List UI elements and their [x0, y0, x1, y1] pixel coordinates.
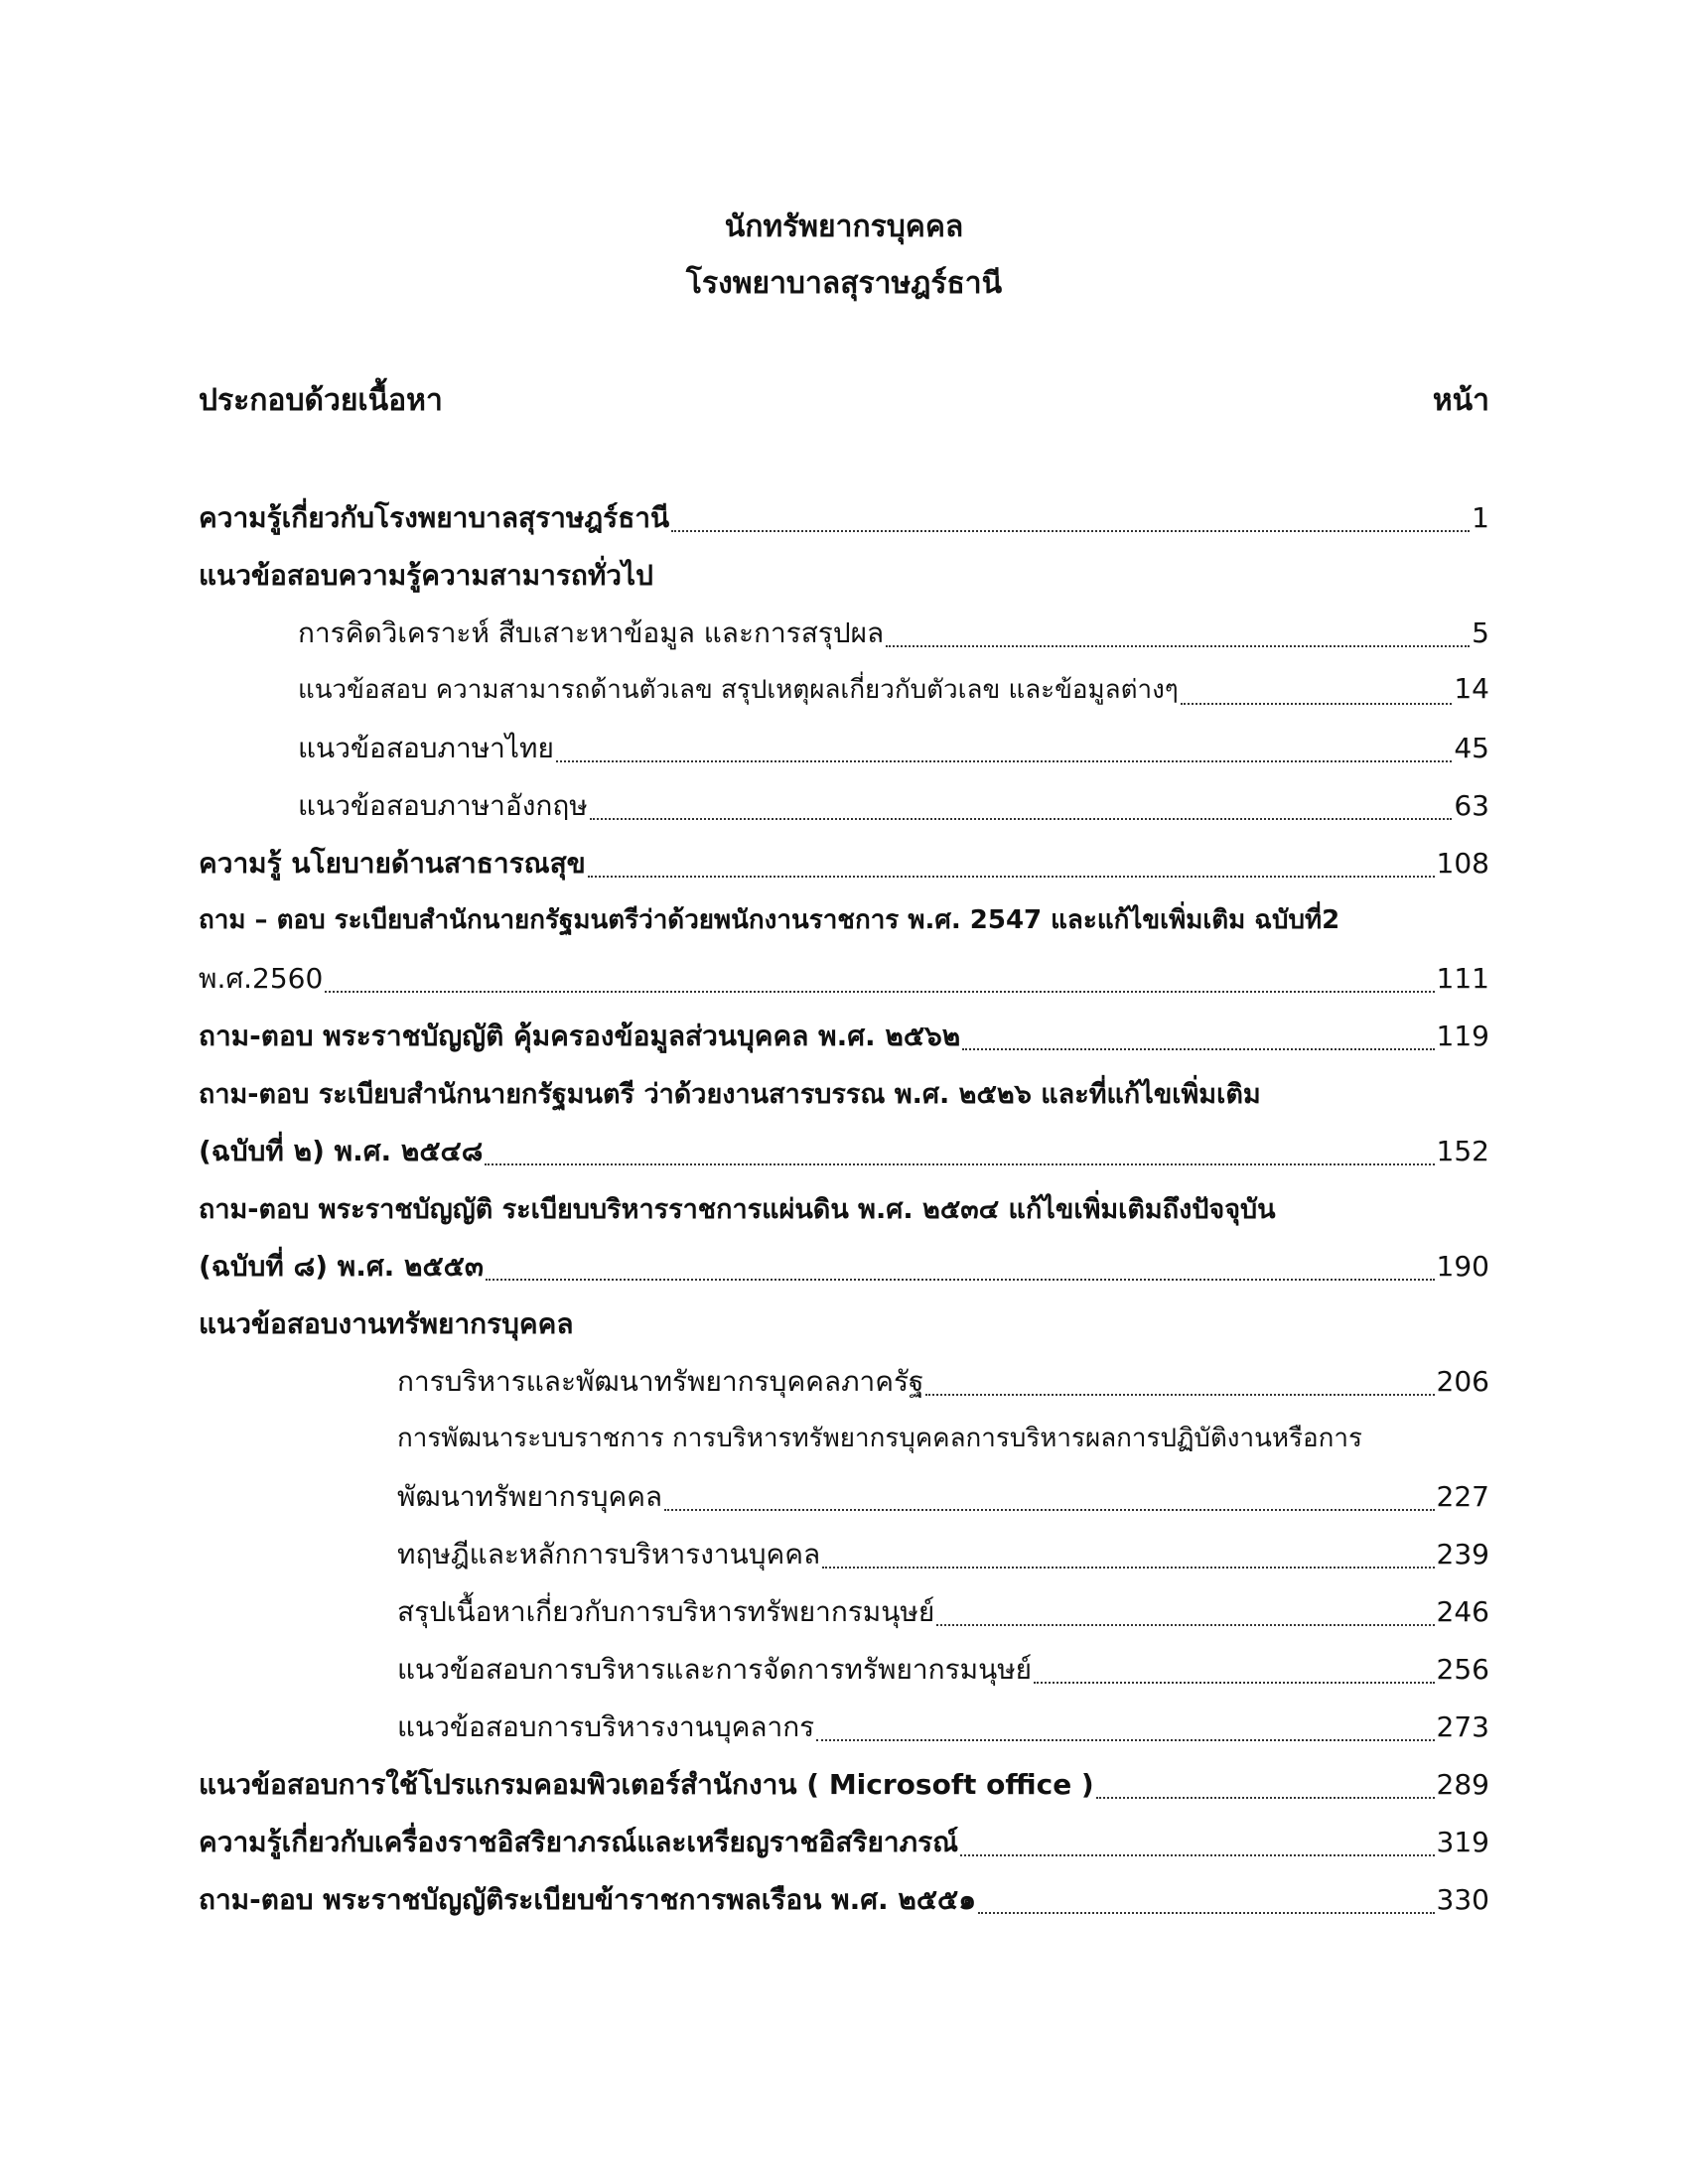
toc-header	[199, 377, 1489, 424]
toc-page-number: 63	[1454, 789, 1489, 822]
dot-leader	[486, 1279, 1435, 1281]
toc-page-number: 14	[1454, 672, 1489, 705]
toc-page-number: 108	[1436, 847, 1489, 880]
dot-leader	[325, 991, 1434, 993]
toc-entry-text: ความรู้เกี่ยวกับเครื่องราชอิสริยาภรณ์และเหรียญราชอิสริยาภรณ์	[199, 1826, 959, 1858]
toc-entry[interactable]	[298, 669, 1489, 713]
toc-entry[interactable]	[397, 1360, 1489, 1404]
toc-entry-text: แนวข้อสอบภาษาไทย	[298, 732, 554, 764]
toc-page-number: 5	[1472, 616, 1489, 649]
toc-entry[interactable]	[298, 784, 1489, 828]
dot-leader	[588, 876, 1435, 878]
toc-page-number: 206	[1436, 1365, 1489, 1398]
toc-entry-text: ถาม-ตอบ พระราชบัญญัติ ระเบียบบริหารราชการแผ่นดิน พ.ศ. ๒๕๓๔ แก้ไขเพิ่มเติมถึงปัจจุบัน	[199, 1194, 1276, 1225]
toc-entry[interactable]	[199, 1878, 1489, 1922]
toc-entry-text: ถาม-ตอบ ระเบียบสำนักนายกรัฐมนตรี ว่าด้วยงานสารบรรณ พ.ศ. ๒๕๒๖ และที่แก้ไขเพิ่มเติม	[199, 1079, 1261, 1110]
toc-entry[interactable]	[199, 1015, 1489, 1058]
toc-entry-text: ถาม-ตอบ พระราชบัญญัติ คุ้มครองข้อมูลส่วนบุคคล พ.ศ. ๒๕๖๒	[199, 1020, 961, 1052]
dot-leader	[485, 1163, 1434, 1165]
toc-entry-text: ทฤษฎีและหลักการบริหารงานบุคคล	[397, 1538, 821, 1570]
toc-page-number: 1	[1472, 501, 1489, 534]
toc-page-number: 330	[1436, 1883, 1489, 1916]
toc-page-number: 152	[1436, 1135, 1489, 1167]
toc-entry-text: การคิดวิเคราะห์ สืบเสาะหาข้อมูล และการสรุปผล	[298, 616, 885, 649]
dot-leader	[671, 530, 1470, 532]
dot-leader	[664, 1509, 1434, 1511]
toc-entry-text: การพัฒนาระบบราชการ การบริหารทรัพยากรบุคคลการบริหารผลการปฏิบัติงานหรือการ	[397, 1424, 1362, 1453]
document-title: นักทรัพยากรบุคคล	[724, 209, 964, 244]
toc-page-number: 119	[1436, 1020, 1489, 1052]
toc-page-number: 227	[1436, 1480, 1489, 1513]
toc-entry-text: (ฉบับที่ ๘) พ.ศ. ๒๕๕๓	[199, 1250, 484, 1283]
toc-section-heading: แนวข้อสอบความรู้ความสามารถทั่วไป	[199, 559, 653, 592]
dot-leader	[1096, 1797, 1435, 1799]
toc-entry-text: ถาม-ตอบ พระราชบัญญัติระเบียบข้าราชการพลเรือน พ.ศ. ๒๕๕๑	[199, 1883, 976, 1916]
dot-leader	[960, 1854, 1434, 1856]
toc-entry[interactable]	[199, 496, 1489, 540]
toc-entry[interactable]	[298, 612, 1489, 655]
toc-entry-text: พัฒนาทรัพยากรบุคคล	[397, 1480, 663, 1513]
toc-entry[interactable]	[397, 1706, 1489, 1749]
toc-entry[interactable]	[298, 727, 1489, 770]
toc-page-number: 256	[1436, 1653, 1489, 1686]
toc-page-number: 246	[1436, 1595, 1489, 1628]
toc-entry[interactable]	[397, 1475, 1489, 1519]
toc-entry-text: การบริหารและพัฒนาทรัพยากรบุคคลภาครัฐ	[397, 1365, 924, 1398]
toc-entry-text: แนวข้อสอบ ความสามารถด้านตัวเลข สรุปเหตุผลเกี่ยวกับตัวเลข และข้อมูลต่างๆ	[298, 675, 1179, 705]
toc-entry-text: แนวข้อสอบการใช้โปรแกรมคอมพิวเตอร์สำนักงาน ( Microsoft office )	[199, 1768, 1094, 1801]
toc-entry[interactable]	[397, 1590, 1489, 1634]
toc-entry[interactable]	[199, 1821, 1489, 1864]
dot-leader	[556, 760, 1453, 762]
toc-entry[interactable]	[199, 1245, 1489, 1289]
toc-section-heading: แนวข้อสอบงานทรัพยากรบุคคล	[199, 1307, 574, 1340]
toc-entry-text: สรุปเนื้อหาเกี่ยวกับการบริหารทรัพยากรมนุษย์	[397, 1595, 935, 1628]
dot-leader	[822, 1567, 1434, 1569]
toc-page-number: 45	[1454, 732, 1489, 764]
toc-entry[interactable]	[397, 1648, 1489, 1692]
toc-entry[interactable]	[199, 842, 1489, 886]
page-column-label: หน้า	[1432, 383, 1489, 418]
dot-leader	[936, 1624, 1434, 1626]
dot-leader	[816, 1739, 1434, 1741]
toc-entry-text: แนวข้อสอบการบริหารและการจัดการทรัพยากรมนุษย์	[397, 1653, 1033, 1686]
toc-entry-text: แนวข้อสอบการบริหารงานบุคลากร	[397, 1710, 815, 1743]
toc-entry-text: (ฉบับที่ ๒) พ.ศ. ๒๕๔๘	[199, 1135, 484, 1167]
document-subtitle: โรงพยาบาลสุราษฎร์ธานี	[685, 266, 1003, 301]
dot-leader	[925, 1394, 1434, 1396]
toc-entry[interactable]	[199, 1130, 1489, 1173]
toc-entry[interactable]	[199, 957, 1489, 1001]
toc-page-number: 289	[1436, 1768, 1489, 1801]
toc-entry-text: ความรู้ นโยบายด้านสาธารณสุข	[199, 847, 586, 880]
contents-label: ประกอบด้วยเนื้อหา	[199, 383, 443, 418]
toc-page-number: 111	[1436, 962, 1489, 995]
toc-page-number: 273	[1436, 1710, 1489, 1743]
dot-leader	[962, 1048, 1434, 1050]
dot-leader	[886, 645, 1470, 647]
toc-entry-text: แนวข้อสอบภาษาอังกฤษ	[298, 789, 588, 822]
toc-page-number: 190	[1436, 1250, 1489, 1283]
toc-entry[interactable]	[199, 1763, 1489, 1807]
toc-page-number: 239	[1436, 1538, 1489, 1570]
toc-entry[interactable]	[397, 1533, 1489, 1576]
dot-leader	[1181, 703, 1453, 705]
toc-entry-text: พ.ศ.2560	[199, 962, 324, 995]
dot-leader	[590, 818, 1453, 820]
dot-leader	[1034, 1682, 1434, 1684]
dot-leader	[978, 1912, 1435, 1914]
toc-entry-text: ถาม – ตอบ ระเบียบสำนักนายกรัฐมนตรีว่าด้วยพนักงานราชการ พ.ศ. 2547 และแก้ไขเพิ่มเติม ฉบับที่2	[199, 905, 1340, 935]
toc-entry-text: ความรู้เกี่ยวกับโรงพยาบาลสุราษฎร์ธานี	[199, 501, 670, 534]
toc-page-number: 319	[1436, 1826, 1489, 1858]
